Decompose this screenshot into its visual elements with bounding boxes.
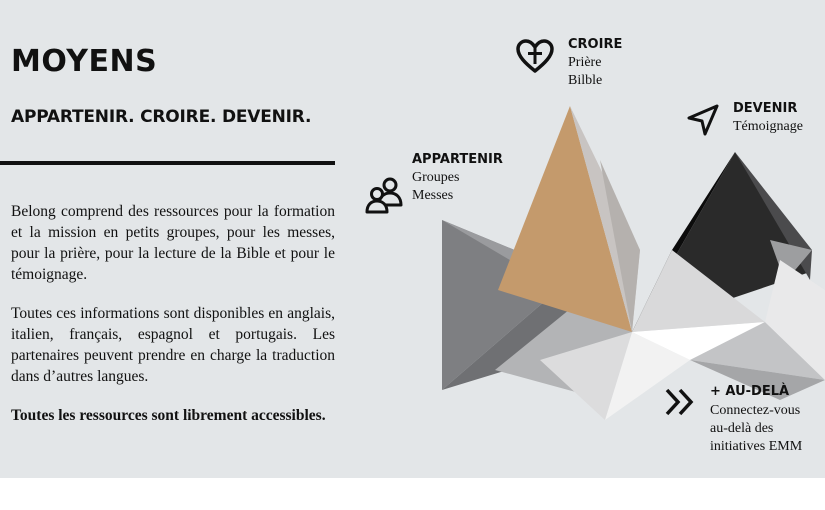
paragraph-languages: Toutes ces informations sont disponibles en anglais, italien, français, espagnol et portugais. Les partenaires peuvent prendre en charge la traduction dans d’autres langues. — [11, 305, 335, 385]
category-title-croire: CROIRE — [568, 37, 623, 52]
category-item: Témoignage — [733, 119, 803, 134]
page-title: MOYENS — [11, 44, 158, 79]
double-chevron-right-icon — [663, 387, 697, 417]
category-title-devenir: DEVENIR — [733, 101, 798, 116]
category-item: Connectez-vous — [710, 403, 801, 418]
category-item: Prière — [568, 55, 602, 70]
category-items-appartenir — [412, 169, 459, 205]
category-item: Groupes — [412, 170, 460, 185]
paragraph-description: Belong comprend des ressources pour la formation et la mission en petits groupes, pour les messes, pour la prière, pour la lecture de la Bible et pour le témoignage. — [11, 203, 335, 283]
category-items-devenir — [733, 118, 803, 136]
category-item: au-delà des — [710, 421, 774, 436]
page-subtitle: APPARTENIR. CROIRE. DEVENIR. — [11, 107, 312, 127]
category-item: initiatives EMM — [710, 439, 803, 454]
category-title-appartenir: APPARTENIR — [412, 152, 503, 167]
category-items-au-dela — [710, 402, 802, 456]
paragraph-access: Toutes les ressources sont librement accessibles. — [11, 407, 326, 424]
category-item: Messes — [412, 188, 454, 203]
divider — [0, 161, 335, 165]
category-title-au-dela: + AU-DELÀ — [710, 384, 790, 399]
people-icon — [365, 175, 405, 215]
mountains-illustration — [440, 100, 825, 420]
heart-cross-icon — [515, 38, 555, 74]
navigation-arrow-icon — [686, 103, 720, 137]
category-items-croire — [568, 54, 602, 90]
category-item: Bilble — [568, 73, 603, 88]
